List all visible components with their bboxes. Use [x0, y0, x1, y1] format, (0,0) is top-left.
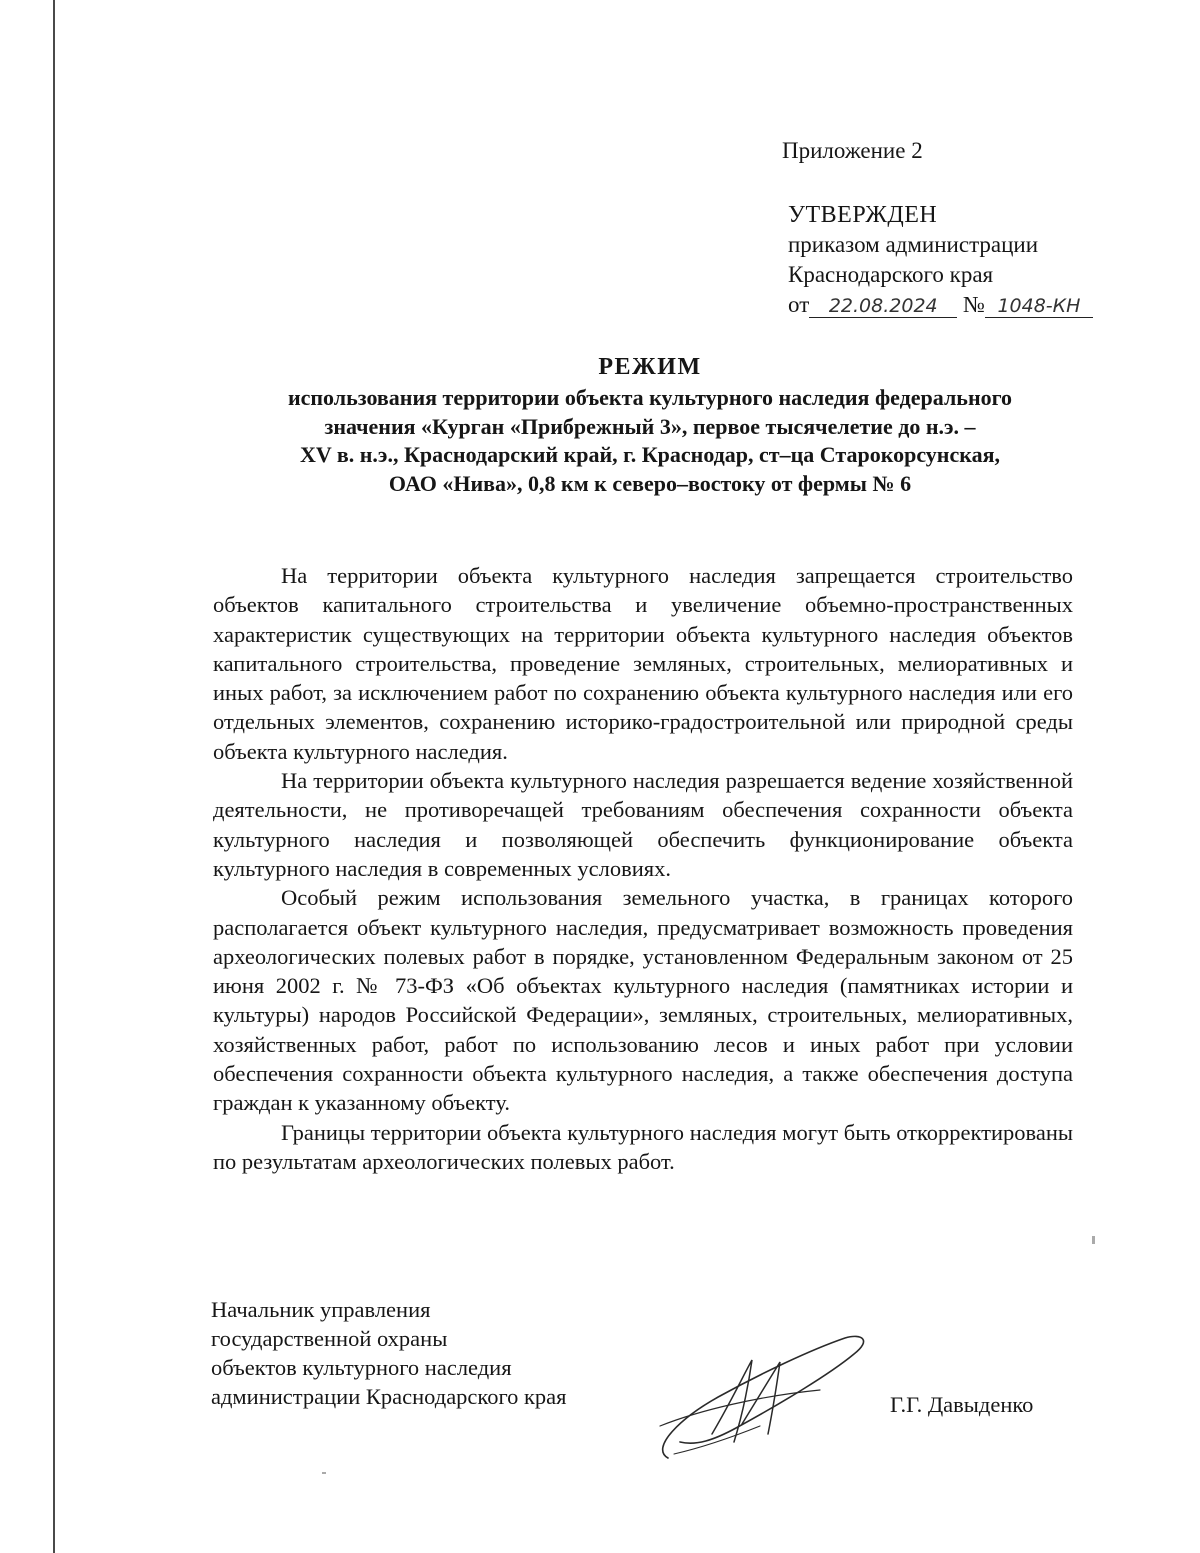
body-text — [213, 561, 1073, 1176]
date-prefix: от — [788, 292, 810, 317]
title-sub-line-1: использования территории объекта культурного наследия федерального — [287, 385, 1013, 410]
position-line-4: администрации Краснодарского края — [211, 1384, 567, 1409]
document-title — [200, 350, 1100, 498]
position-line-1: Начальник управления — [211, 1297, 431, 1322]
approval-date-number-line — [782, 290, 1112, 320]
signatory-position — [211, 1295, 631, 1411]
title-sub-line-2: значения «Курган «Прибрежный 3», первое тысячелетие до н.э. – — [324, 413, 976, 439]
handwritten-number: 1048-КН — [985, 295, 1093, 318]
scan-speck — [1092, 1236, 1095, 1244]
paragraph-4: Границы территории объекта культурного наследия могут быть откорректированы по результатам археологических полевых работ. — [213, 1119, 1073, 1174]
title-sub-line-4: ОАО «Нива», 0,8 км к северо–востоку от фермы № 6 — [388, 470, 912, 496]
number-prefix: № — [963, 292, 985, 317]
approval-block — [782, 136, 1112, 320]
position-line-3: объектов культурного наследия — [211, 1355, 512, 1380]
annex-label: Приложение 2 — [782, 138, 923, 163]
paragraph-3: Особый режим использования земельного участка, в границах которого располагается объект культурного наследия, предусматривает возможность проведения археологических полевых работ в порядке, установленном Федеральным законом от 25 июня 2002 г. № 73-ФЗ «Об объектах культурного наследия (памятниках истории и культуры) народов Российской Федерации», земляных, строительных, мелиоративных, хозяйственных работ, работ по использованию лесов и иных работ при условии обеспечения сохранности объекта культурного наследия, а также обеспечения доступа граждан к указанному объекту. — [213, 885, 1073, 1116]
title-main: РЕЖИМ — [598, 354, 702, 380]
signatory-name: Г.Г. Давыденко — [890, 1392, 1034, 1417]
approved-heading: УТВЕРЖДЕН — [788, 202, 938, 228]
scan-speck — [322, 1472, 326, 1474]
approval-line-2: Краснодарского края — [788, 262, 994, 287]
handwritten-date: 22.08.2024 — [809, 295, 957, 318]
paragraph-2: На территории объекта культурного наследия разрешается ведение хозяйственной деятельности, не противоречащей требованиям обеспечения сохранности объекта культурного наследия и позволяющей обеспечить функционирование объекта культурного наследия в современных условиях. — [213, 768, 1073, 881]
title-sub-line-3: XV в. н.э., Краснодарский край, г. Краснодар, ст–ца Старокорсунская, — [300, 442, 1000, 467]
handwritten-signature — [640, 1330, 880, 1470]
scan-edge-line — [53, 0, 55, 1553]
position-line-2: государственной охраны — [211, 1326, 448, 1351]
approval-line-1: приказом администрации — [788, 232, 1039, 257]
title-subtitle — [200, 384, 1100, 498]
paragraph-1: На территории объекта культурного наследия запрещается строительство объектов капитального строительства и увеличение объемно-пространственных характеристик существующих на территории объекта культурного наследия объектов капитального строительства, проведение земляных, строительных, мелиоративных и иных работ, за исключением работ по сохранению объекта культурного наследия или его отдельных элементов, сохранению историко-градостроительной или природной среды объекта культурного наследия. — [213, 563, 1073, 764]
